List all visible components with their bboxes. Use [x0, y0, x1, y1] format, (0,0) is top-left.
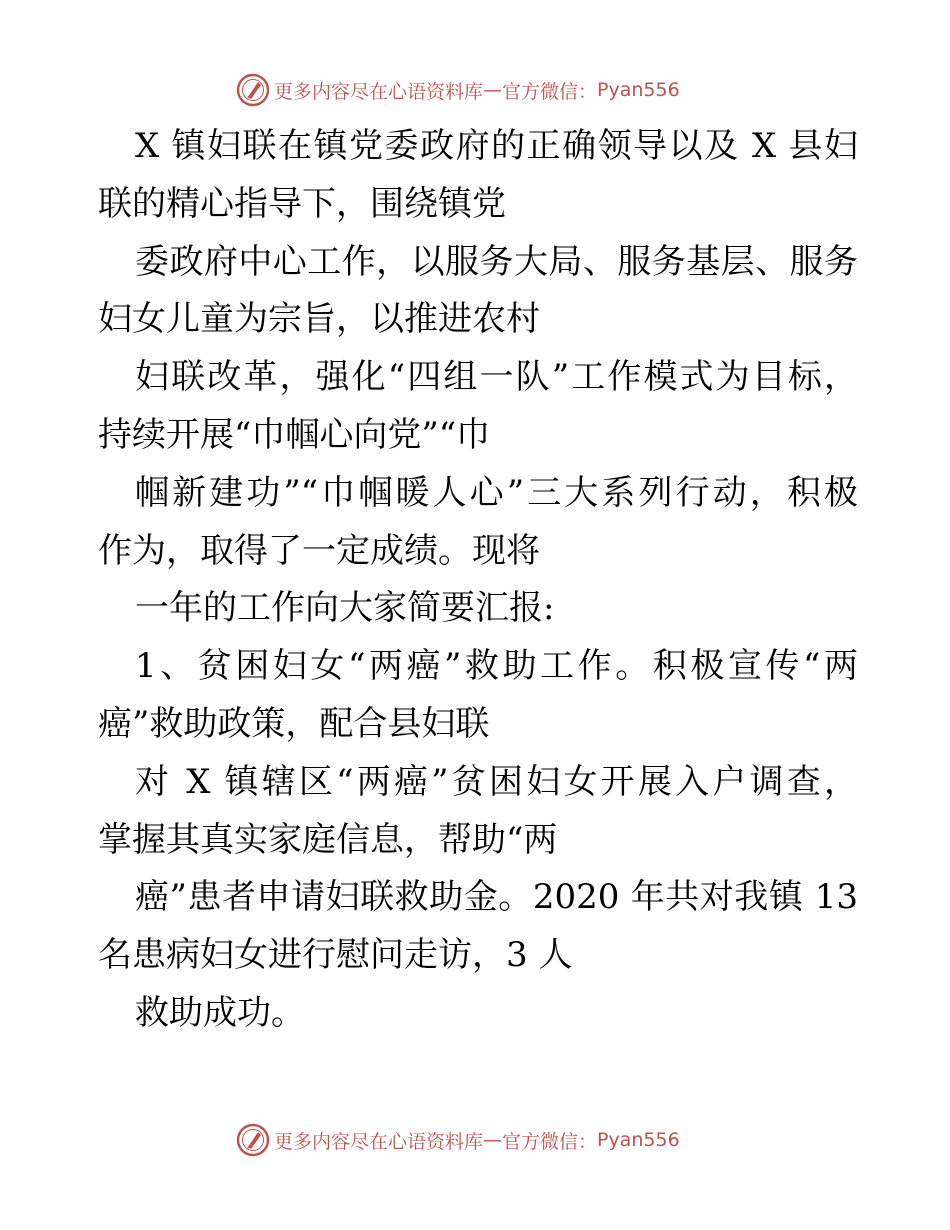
document-line: 妇联改革，强化“四组一队”工作模式为目标， — [135, 357, 858, 398]
footer-watermark — [236, 1122, 680, 1158]
document-line: 帼新建功”“巾帼暖人心”三大系列行动，积极 — [135, 472, 858, 513]
header-watermark — [236, 72, 680, 108]
document-line: X 镇妇联在镇党委政府的正确领导以及 X 县妇 — [135, 126, 858, 166]
document-line: 癌”救助政策，配合县妇联 — [98, 703, 490, 744]
document-line: 作为，取得了一定成绩。现将 — [98, 530, 540, 571]
document-line: 癌”患者申请妇联救助金。2020 年共对我镇 13 — [135, 877, 858, 918]
document-line: 名患病妇女进行慰问走访，3 人 — [98, 935, 573, 976]
pen-nib-seal-icon — [236, 1123, 270, 1157]
document-line: 1、贫困妇女“两癌”救助工作。积极宣传“两 — [135, 646, 858, 687]
watermark-wechat-label: 官方微信： — [502, 80, 598, 103]
watermark-brand: 更多内容尽在心语资料库 — [274, 80, 484, 103]
document-line: 救助成功。 — [135, 992, 305, 1033]
document-line: 妇女儿童为宗旨，以推进农村 — [98, 299, 540, 340]
watermark-wechat-id: Pyan556 — [597, 1129, 680, 1151]
document-line: 联的精心指导下，围绕镇党 — [98, 183, 506, 224]
document-line: 委政府中心工作，以服务大局、服务基层、服务 — [135, 241, 858, 282]
document-body — [98, 118, 858, 1043]
watermark-dash: — — [483, 1129, 503, 1151]
document-line: 一年的工作向大家简要汇报: — [135, 588, 555, 629]
document-line: 持续开展“巾帼心向党”“巾 — [98, 414, 491, 455]
document-line: 掌握其真实家庭信息，帮助“两 — [98, 819, 558, 860]
watermark-wechat-label: 官方微信： — [502, 1130, 598, 1153]
watermark-dash: — — [483, 79, 503, 101]
watermark-wechat-id: Pyan556 — [597, 79, 680, 101]
document-line: 对 X 镇辖区“两癌”贫困妇女开展入户调查， — [135, 761, 858, 802]
pen-nib-seal-icon — [236, 73, 270, 107]
watermark-brand: 更多内容尽在心语资料库 — [274, 1130, 484, 1153]
